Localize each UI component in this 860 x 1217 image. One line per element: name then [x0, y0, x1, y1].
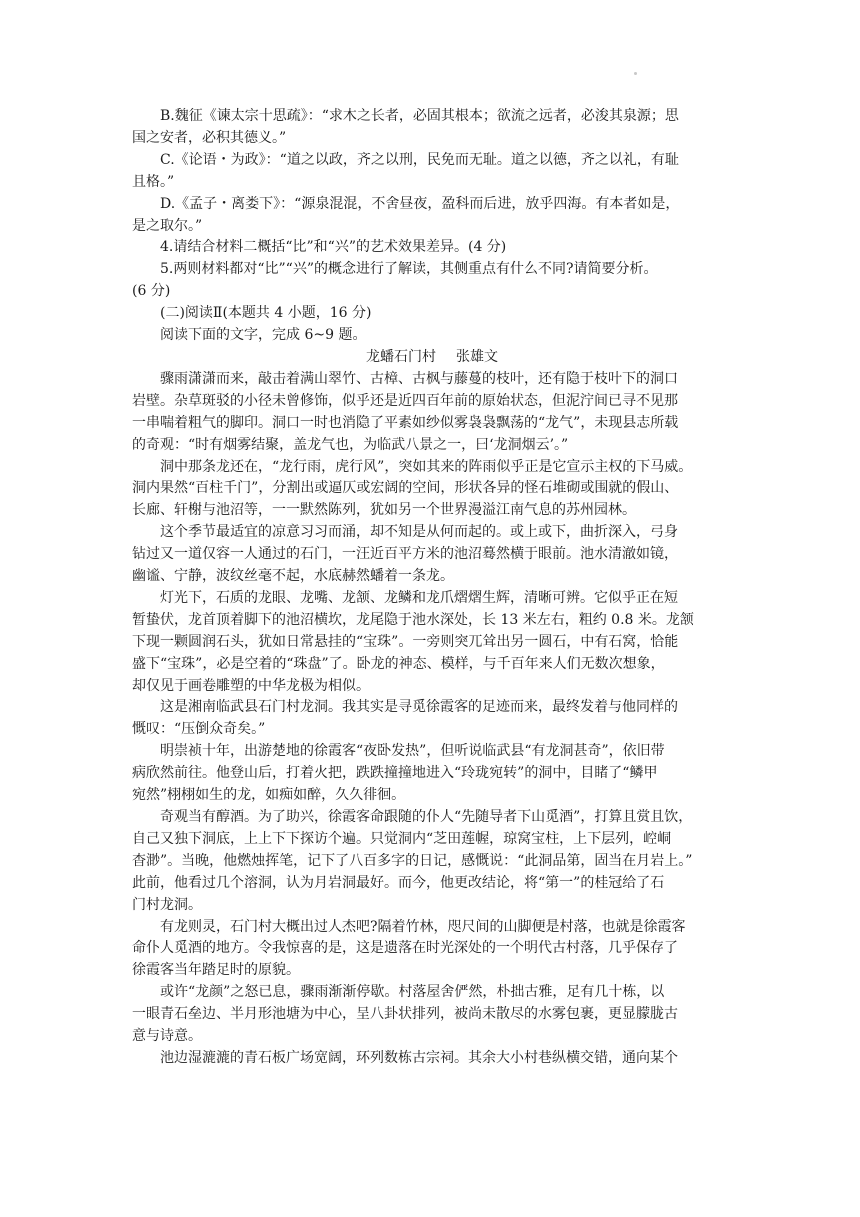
article-title-line: [132, 347, 732, 369]
article-paragraph: 这个季节最适宜的凉意习习而涌，却不知是从何而起的。或上或下，曲折深入，弓身 钻过又一道仅容一人通过的石门，一汪近百平方米的池沼蓦然横于眼前。池水清澈如镜， 幽谧、宁静，波纹丝毫不起，水底赫然蟠着一条龙。: [132, 524, 678, 585]
article-paragraph: 或许“龙颜”之怒已息，骤雨渐渐停歇。村落屋舍俨然，朴拙古雅，足有几十栋，以 一眼青石垒边、半月形池塘为中心，呈八卦状排列，被尚未散尽的水雾包裹，更显朦胧古 意与诗意。: [132, 984, 678, 1045]
section-heading: (二)阅读Ⅱ(本题共 4 小题，16 分): [160, 305, 372, 322]
option-c: C.《论语・为政》：“道之以政，齐之以刑，民免而无耻。道之以德，齐之以礼，有耻 且格。”: [132, 151, 679, 190]
article-paragraph: 洞中那条龙还在，“龙行雨，虎行风”，突如其来的阵雨似乎正是它宣示主权的下马威。 洞内果然“百柱千门”，分割出或逼仄或宏阔的空间，形状各异的怪石堆砌或围就的假山、 长廊、轩榭与池沼等，一一默然陈列，犹如另一个世界漫溢江南气息的苏州园林。: [132, 458, 693, 519]
option-d: D.《孟子・离娄下》：“源泉混混，不舍昼夜，盈科而后进，放乎四海。有本者如是， 是之取尔。”: [132, 195, 680, 234]
document-content: [132, 106, 732, 1070]
option-b: B.魏征《谏太宗十思疏》：“求木之长者，必固其根本；欲流之远者，必浚其泉源；思 国之安者，必积其德义。”: [132, 108, 679, 146]
article-paragraph: 骤雨潇潇而来，敲击着满山翠竹、古樟、古枫与藤蔓的枝叶，还有隐于枝叶下的洞口 岩壁。杂草斑驳的小径未曾修饰，似乎还是近四百年前的原始状态，但泥泞间已寻不见那 一串喘着粗气的脚印。洞口一时也消隐了平素如纱似雾袅袅飘荡的“龙气”，未现县志所载 的奇观：“时有烟雾结聚，盖龙气也，为临武八景之一，曰‘龙洞烟云’。”: [132, 370, 679, 453]
article-author: 张雄文: [456, 348, 498, 365]
article-paragraph: 奇观当有醇酒。为了助兴，徐霞客命跟随的仆人“先随导者下山觅酒”，打算且赏且饮， 自己又独下洞底，上上下下探访个遍。只觉洞内“芝田莲幄，琼窝宝柱，上下层列，崆峒 杳渺”。当晚，他燃烛挥笔，记下了八百多字的日记，感慨说：“此洞品第，固当在月岩上。” 此前，他看过几个溶洞，认为月岩洞最好。而今，他更改结论，将“第一”的桂冠给了石 门村龙洞。: [132, 809, 693, 913]
reading-instruction: 阅读下面的文字，完成 6~9 题。: [160, 327, 367, 344]
scan-speck: [634, 72, 637, 75]
article-title: 龙蟠石门村: [366, 348, 436, 365]
question-5: 5.两则材料都对“比”“兴”的概念进行了解读，其侧重点有什么不同?请简要分析。 (6 分): [132, 261, 658, 300]
article-paragraph: 池边湿漉漉的青石板广场宽阔，环列数栋古宗祠。其余大小村巷纵横交错，通向某个: [160, 1049, 678, 1066]
article-paragraph: 灯光下，石质的龙眼、龙嘴、龙颔、龙鳞和龙爪熠熠生辉，清晰可辨。它似乎正在短 暂蛰伏，龙首顶着脚下的池沼横坎，龙尾隐于池水深处，长 13 米左右，粗约 0.8 米。龙颔 下现一颗圆润石头，犹如日常悬挂的“宝珠”。一旁则突兀耸出另一圆石，中有石窝，恰能 盛下“宝珠”，必是空着的“珠盘”了。卧龙的神态、模样，与千百年来人们无数次想象， 却仅见于画卷雕塑的中华龙极为相似。: [132, 589, 694, 694]
question-4: 4.请结合材料二概括“比”和“兴”的艺术效果差异。(4 分): [160, 239, 507, 256]
article-paragraph: 这是湘南临武县石门村龙洞。我其实是寻觅徐霞客的足迹而来，最终发着与他同样的 慨叹：“压倒众奇矣。”: [132, 699, 678, 738]
article-paragraph: 明崇祯十年，出游楚地的徐霞客“夜卧发热”，但听说临武县“有龙洞甚奇”，依旧带 病欣然前往。他登山后，打着火把，跌跌撞撞地进入“玲珑宛转”的洞中，目睹了“鳞甲 宛然”栩栩如生的龙，如痴如醉，久久徘徊。: [132, 743, 665, 804]
article-paragraph: 有龙则灵，石门村大概出过人杰吧?隔着竹林，咫尺间的山脚便是村落，也就是徐霞客 命仆人觅酒的地方。令我惊喜的是，这是遗落在时光深处的一个明代古村落，几乎保存了 徐霞客当年踏足时的原貌。: [132, 918, 686, 979]
